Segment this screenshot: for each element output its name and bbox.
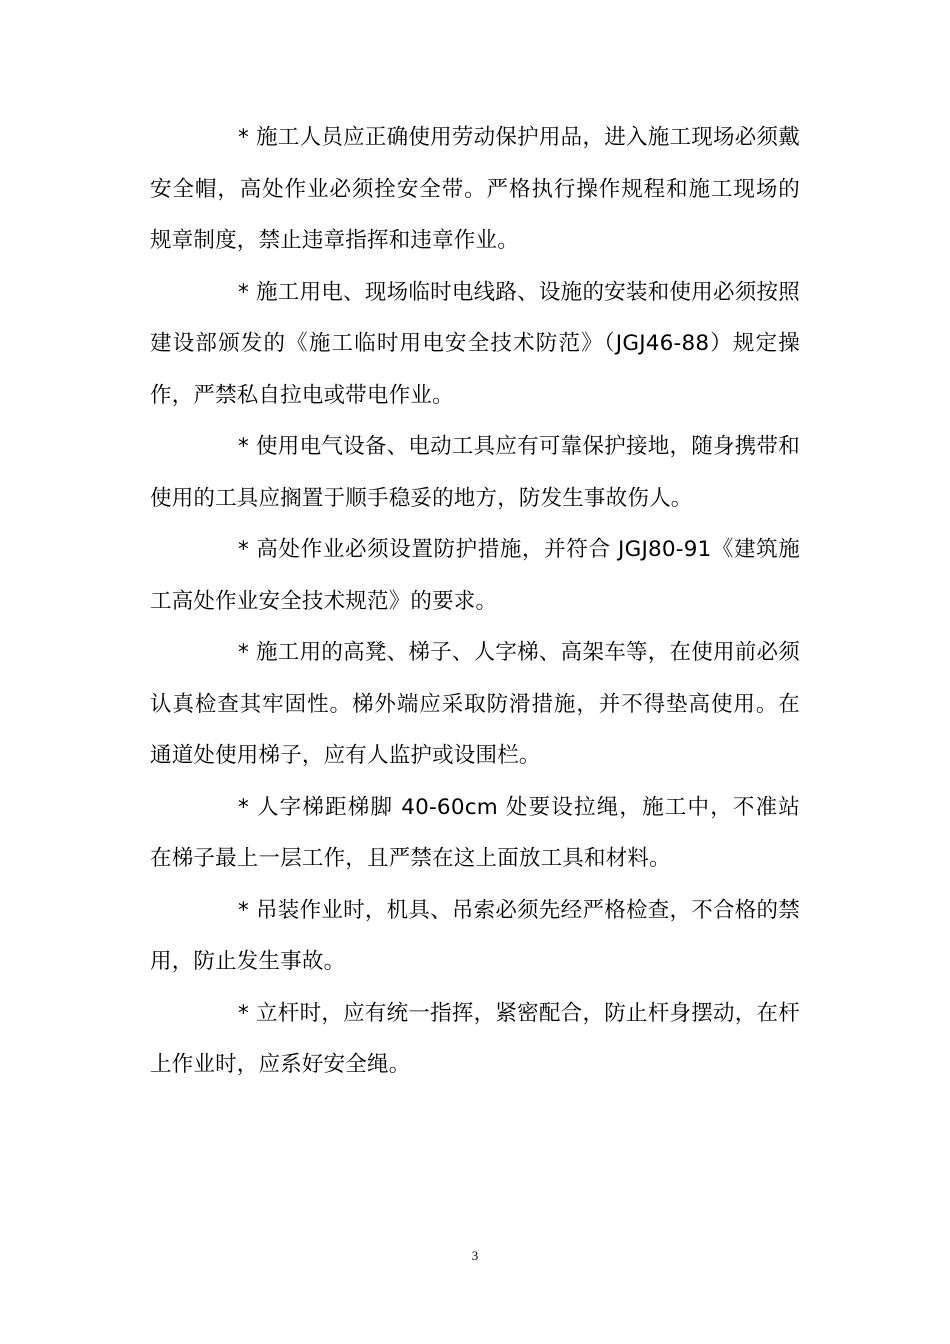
paragraph-pole-erection: * 立杆时，应有统一指挥，紧密配合，防止杆身摆动，在杆上作业时，应系好安全绳。 bbox=[150, 1000, 800, 1077]
paragraph-ladders: * 施工用的高凳、梯子、人字梯、高架车等，在使用前必须认真检查其牢固性。梯外端应采取防滑措施，并不得垫高使用。在通道处使用梯子，应有人监护或设围栏。 bbox=[150, 640, 800, 768]
paragraph-work-at-height: * 高处作业必须设置防护措施，并符合 JGJ80-91《建筑施工高处作业安全技术规范》的要求。 bbox=[150, 537, 800, 614]
page-number: 3 bbox=[471, 1248, 479, 1263]
paragraph-electrical-equipment: * 使用电气设备、电动工具应有可靠保护接地，随身携带和使用的工具应搁置于顺手稳妥的地方，防发生事故伤人。 bbox=[150, 434, 800, 511]
paragraph-lifting-operations: * 吊装作业时，机具、吊索必须先经严格检查，不合格的禁用，防止发生事故。 bbox=[150, 897, 800, 974]
paragraph-protective-equipment: * 施工人员应正确使用劳动保护用品，进入施工现场必须戴安全帽，高处作业必须拴安全带。严格执行操作规程和施工现场的规章制度，禁止违章指挥和违章作业。 bbox=[150, 125, 800, 253]
paragraph-electricity-use: * 施工用电、现场临时电线路、设施的安装和使用必须按照建设部颁发的《施工临时用电安全技术防范》（JGJ46-88）规定操作，严禁私自拉电或带电作业。 bbox=[150, 279, 800, 408]
paragraph-a-frame-ladder: * 人字梯距梯脚 40-60cm 处要设拉绳，施工中，不准站在梯子最上一层工作，且严禁在这上面放工具和材料。 bbox=[150, 794, 800, 871]
document-body bbox=[150, 112, 800, 1091]
